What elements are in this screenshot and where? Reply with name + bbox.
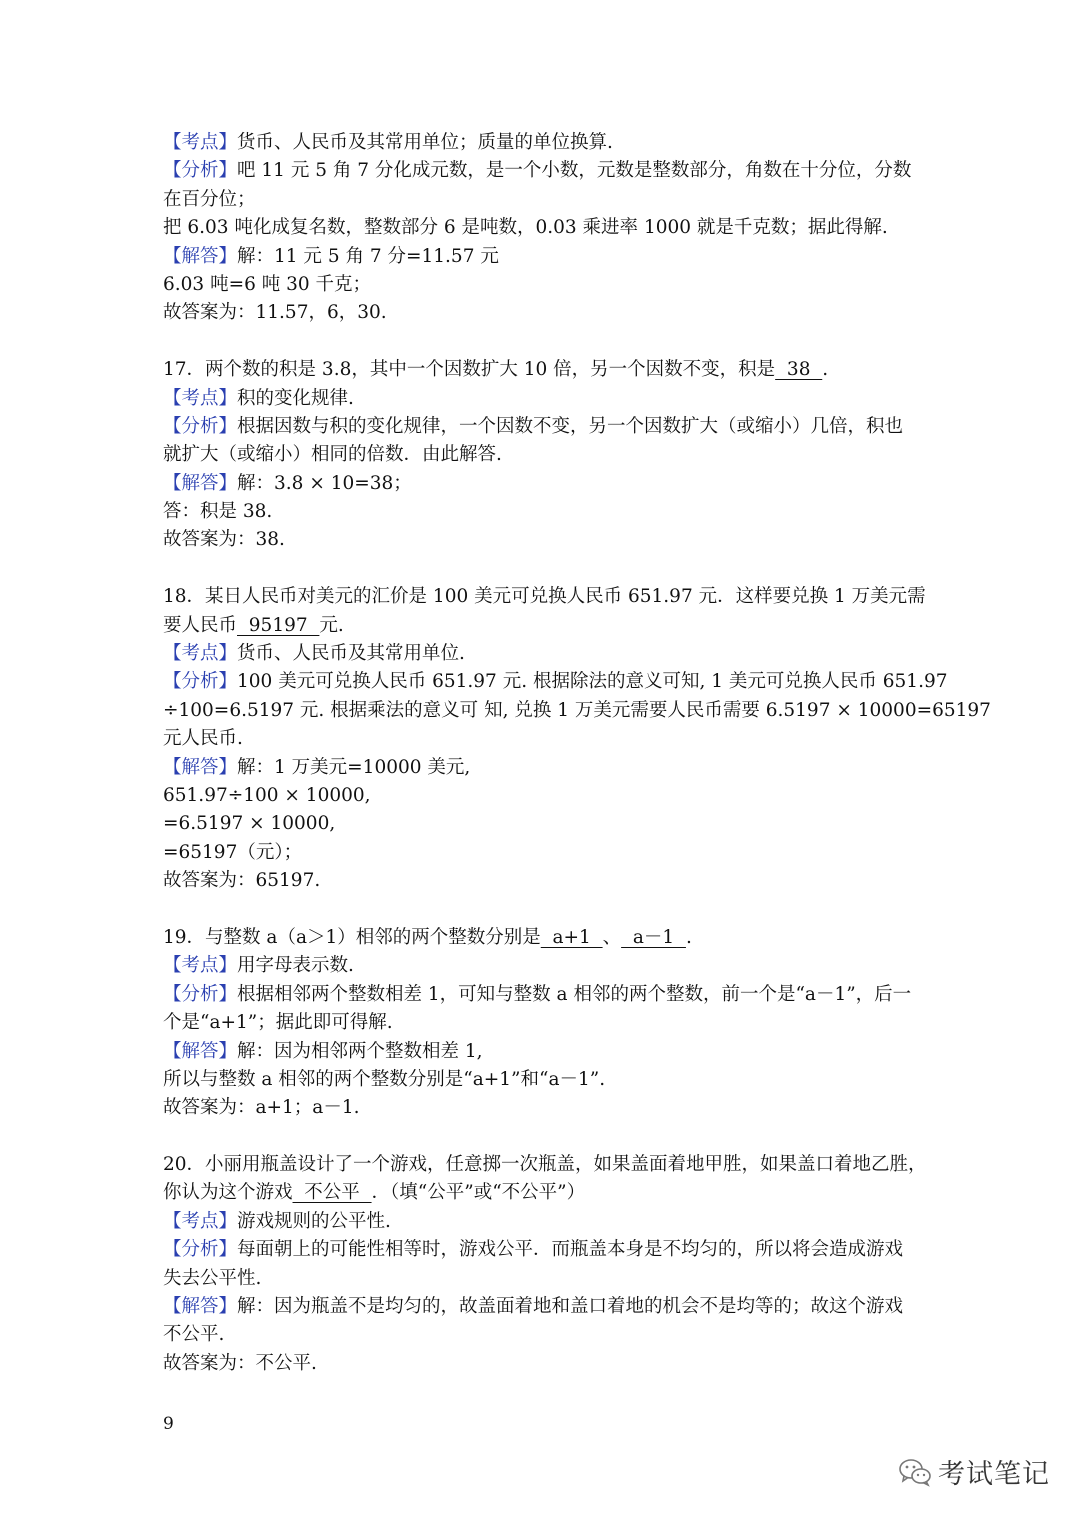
- blank-line: [163, 555, 923, 583]
- text-line: [163, 640, 923, 668]
- section-tag: 【解答】: [163, 245, 238, 267]
- line-text: 故答案为：38.: [163, 529, 285, 551]
- line-text: 17．两个数的积是 3.8，其中一个因数扩大 10 倍，另一个因数不变，积是: [163, 359, 776, 381]
- line-suffix: .: [822, 359, 829, 381]
- line-text: 吧 11 元 5 角 7 分化成元数，是一个小数，元数是整数部分，角数在十分位，分数: [237, 160, 912, 182]
- section-tag: 【分析】: [163, 160, 238, 182]
- text-line: [163, 356, 923, 384]
- line-text: =65197（元）；: [163, 841, 303, 863]
- text-line: [163, 782, 923, 810]
- line-suffix: 元.: [319, 614, 344, 636]
- text-line: [163, 1151, 927, 1179]
- watermark: [898, 1452, 1050, 1491]
- text-line: [163, 839, 923, 867]
- text-line: [163, 754, 923, 782]
- line-text: 100 美元可兑换人民币 651.97 元. 根据除法的意义可知, 1 美元可兑换人民币 651.97: [237, 671, 948, 693]
- line-text: 解：因为瓶盖不是均匀的，故盖面着地和盖口着地的机会不是均等的；故这个游戏: [237, 1296, 904, 1318]
- line-text: 6.03 吨=6 吨 30 千克；: [163, 273, 372, 295]
- watermark-text: 考试笔记: [938, 1459, 1050, 1490]
- line-text: 在百分位；: [163, 188, 256, 210]
- line-text: 根据因数与积的变化规律，一个因数不变，另一个因数扩大（或缩小）几倍，积也: [237, 415, 904, 437]
- text-line: [163, 725, 923, 753]
- text-line: [163, 924, 923, 952]
- text-line: [163, 470, 923, 498]
- text-line: [163, 299, 923, 327]
- page-number: 9: [163, 1414, 174, 1434]
- line-text: 你认为这个游戏: [163, 1182, 293, 1204]
- line-text: =6.5197 × 10000,: [163, 813, 336, 835]
- section-tag: 【解答】: [163, 1296, 238, 1318]
- text-line: [163, 612, 923, 640]
- text-line: [163, 583, 926, 611]
- wechat-icon: [898, 1457, 932, 1487]
- section-tag: 【考点】: [163, 387, 238, 409]
- section-tag: 【解答】: [163, 472, 238, 494]
- text-line: [163, 1236, 923, 1264]
- section-tag: 【考点】: [163, 1210, 238, 1232]
- text-line: [163, 441, 923, 469]
- text-line: [163, 1293, 923, 1321]
- answer-blank: a+1: [540, 926, 603, 948]
- line-text: 要人民币: [163, 614, 238, 636]
- answer-blank: 不公平: [292, 1182, 372, 1204]
- document-body: [163, 129, 991, 1378]
- text-line: [163, 952, 923, 980]
- line-text: 故答案为：a+1；a－1.: [163, 1097, 360, 1119]
- line-text: 18．某日人民币对美元的汇价是 100 美元可兑换人民币 651.97 元．这样要兑换 1 万美元需: [163, 586, 926, 608]
- section-tag: 【考点】: [163, 643, 238, 665]
- line-text: 积的变化规律.: [237, 387, 354, 409]
- text-line: [163, 981, 923, 1009]
- text-line: [163, 697, 991, 725]
- text-line: [163, 413, 923, 441]
- section-tag: 【解答】: [163, 1040, 238, 1062]
- line-text: 不公平.: [163, 1324, 225, 1346]
- answer-blank: 95197: [237, 614, 320, 636]
- line-text: 答：积是 38.: [163, 501, 273, 523]
- section-tag: 【分析】: [163, 415, 238, 437]
- section-tag: 【考点】: [163, 955, 238, 977]
- text-line: [163, 1350, 923, 1378]
- line-text: 所以与整数 a 相邻的两个整数分别是“a+1”和“a－1”.: [163, 1068, 606, 1090]
- line-suffix: .: [685, 926, 692, 948]
- blank-line: [163, 328, 923, 356]
- line-text: 故答案为：65197.: [163, 870, 321, 892]
- text-line: [163, 1038, 923, 1066]
- line-text: 解：1 万美元=10000 美元,: [237, 756, 471, 778]
- text-line: [163, 1179, 923, 1207]
- line-text: 故答案为：11.57，6，30.: [163, 302, 387, 324]
- text-line: [163, 385, 923, 413]
- section-tag: 【分析】: [163, 1239, 238, 1261]
- line-text: 每面朝上的可能性相等时，游戏公平．而瓶盖本身是不均匀的，所以将会造成游戏: [237, 1239, 904, 1261]
- line-text: 游戏规则的公平性.: [237, 1210, 391, 1232]
- text-line: [163, 186, 923, 214]
- line-text: ÷100=6.5197 元. 根据乘法的意义可 知, 兑换 1 万美元需要人民币需要 6.5197 × 10000=65197: [163, 699, 991, 721]
- line-text: 解：3.8 × 10=38；: [237, 472, 412, 494]
- line-text: 货币、人民币及其常用单位.: [237, 643, 465, 665]
- text-line: [163, 243, 923, 271]
- line-text: 19．与整数 a（a＞1）相邻的两个整数分别是: [163, 926, 541, 948]
- separator-text: 、: [602, 926, 622, 948]
- text-line: [163, 668, 948, 696]
- text-line: [163, 1009, 923, 1037]
- line-text: 651.97÷100 × 10000,: [163, 784, 371, 806]
- text-line: [163, 867, 923, 895]
- answer-blank: a－1: [621, 926, 686, 948]
- text-line: [163, 810, 923, 838]
- line-text: 个是“a+1”；据此即可得解.: [163, 1012, 393, 1034]
- line-text: 就扩大（或缩小）相同的倍数．由此解答.: [163, 444, 502, 466]
- text-line: [163, 1066, 923, 1094]
- text-line: [163, 1208, 923, 1236]
- text-line: [163, 498, 923, 526]
- text-line: [163, 1094, 923, 1122]
- line-text: 解：11 元 5 角 7 分=11.57 元: [237, 245, 499, 267]
- text-line: [163, 214, 923, 242]
- section-tag: 【分析】: [163, 671, 238, 693]
- blank-line: [163, 1123, 923, 1151]
- line-text: 把 6.03 吨化成复名数，整数部分 6 是吨数，0.03 乘进率 1000 就是千克数；据此得解.: [163, 217, 888, 239]
- line-text: 失去公平性.: [163, 1267, 262, 1289]
- section-tag: 【解答】: [163, 756, 238, 778]
- text-line: [163, 157, 923, 185]
- line-text: 用字母表示数.: [237, 955, 354, 977]
- line-suffix: ．（填“公平”或“不公平”）: [371, 1182, 586, 1204]
- text-line: [163, 271, 923, 299]
- line-text: 货币、人民币及其常用单位；质量的单位换算.: [237, 132, 613, 153]
- section-tag: 【分析】: [163, 983, 238, 1005]
- text-line: [163, 526, 923, 554]
- text-line: [163, 1321, 923, 1349]
- blank-line: [163, 896, 923, 924]
- text-line: [163, 1265, 923, 1293]
- line-text: 元人民币.: [163, 728, 243, 750]
- text-line: [163, 129, 923, 157]
- line-text: 故答案为：不公平.: [163, 1352, 317, 1374]
- line-text: 解：因为相邻两个整数相差 1,: [237, 1040, 483, 1062]
- section-tag: 【考点】: [163, 132, 238, 153]
- line-text: 20．小丽用瓶盖设计了一个游戏，任意掷一次瓶盖，如果盖面着地甲胜，如果盖口着地乙胜，: [163, 1154, 927, 1176]
- line-text: 根据相邻两个整数相差 1，可知与整数 a 相邻的两个整数，前一个是“a－1”，后一: [237, 983, 912, 1005]
- answer-blank: 38: [775, 359, 823, 381]
